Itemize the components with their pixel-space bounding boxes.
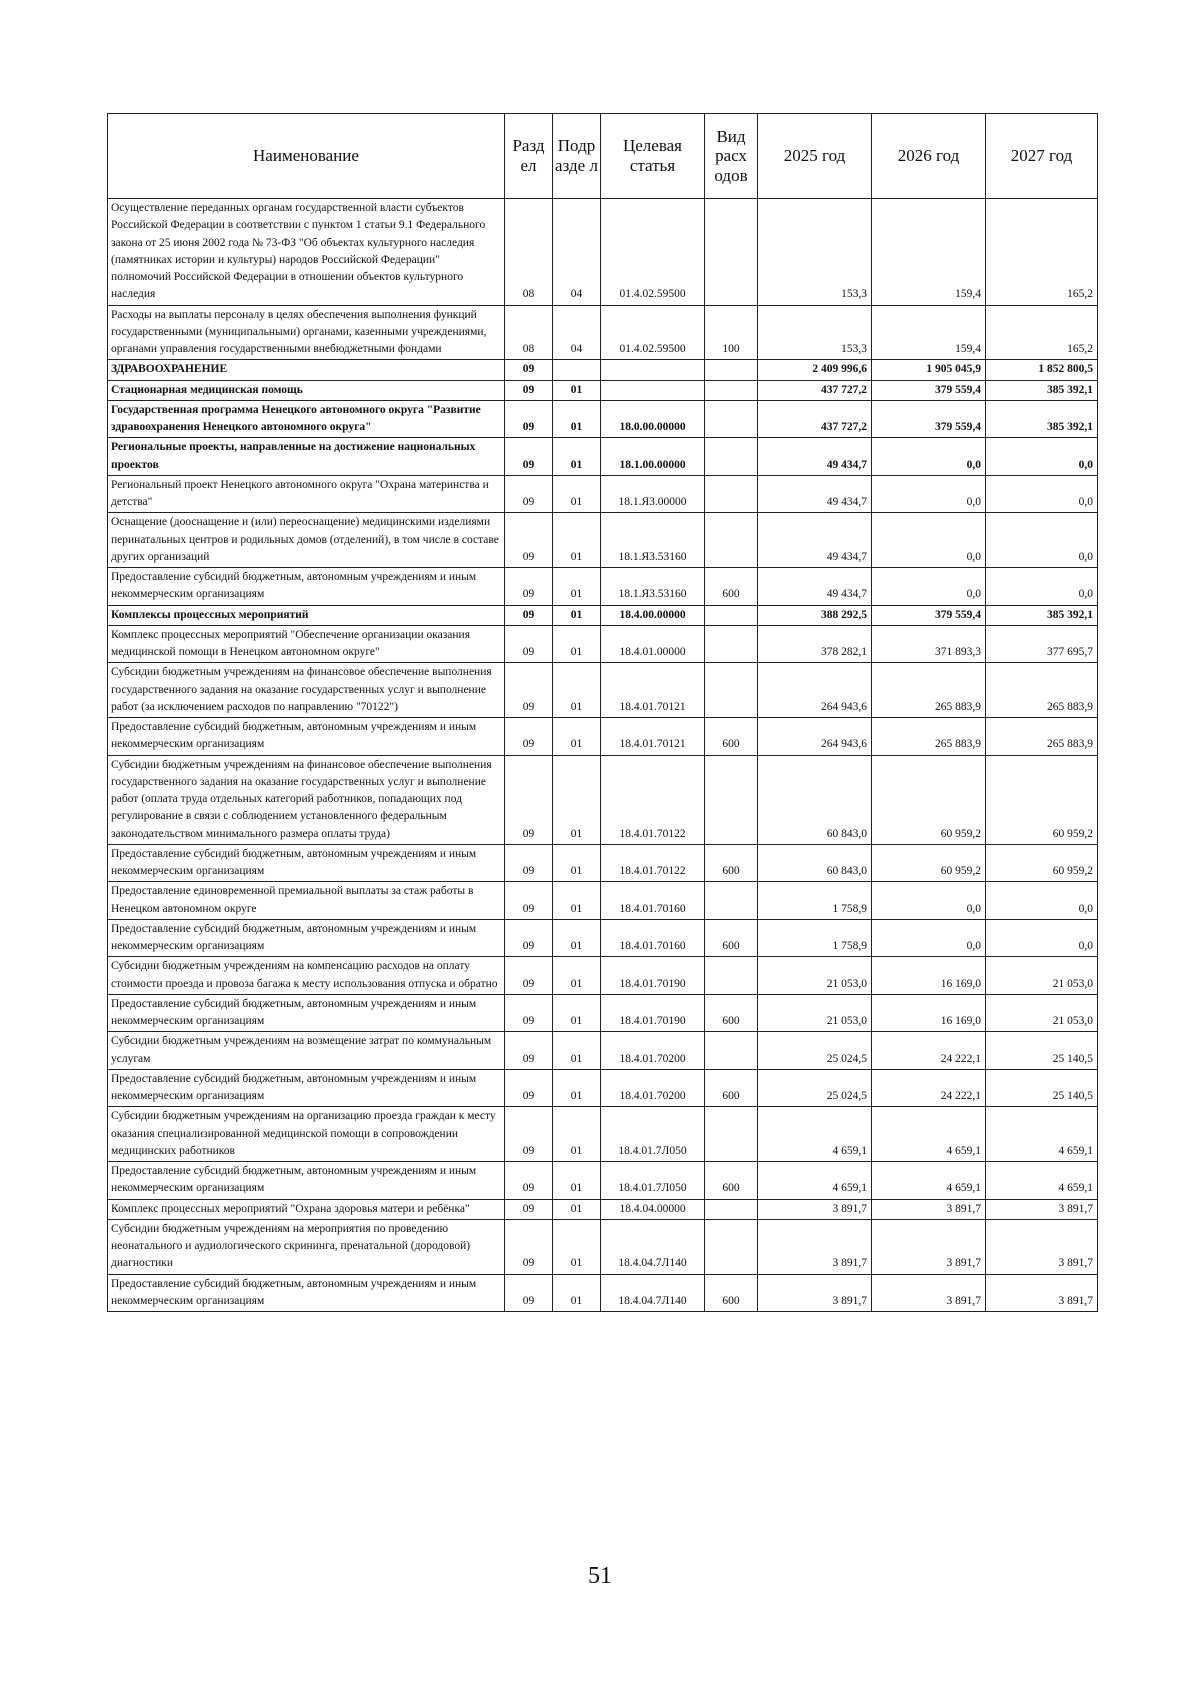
row-statya: 18.4.01.7Л050: [601, 1107, 705, 1162]
header-statya: Целевая статья: [601, 114, 705, 199]
row-2025: 49 434,7: [758, 568, 872, 606]
row-2025: 3 891,7: [758, 1274, 872, 1312]
row-2025: 153,3: [758, 199, 872, 306]
row-podrazdel: 01: [553, 625, 601, 663]
table-row: [108, 199, 1098, 306]
row-statya: 18.4.04.7Л140: [601, 1274, 705, 1312]
row-podrazdel: 01: [553, 1107, 601, 1162]
row-2027: 0,0: [986, 882, 1098, 920]
row-podrazdel: 01: [553, 1069, 601, 1107]
row-2026: 159,4: [872, 305, 986, 360]
row-name: Субсидии бюджетным учреждениям на мероприятия по проведению неонатального и аудиологического скрининга, пренатальной (дородовой) диагностики: [108, 1219, 505, 1274]
row-vid: [705, 400, 758, 438]
row-name: Предоставление единовременной премиальной выплаты за стаж работы в Ненецком автономном округе: [108, 882, 505, 920]
table-row: [108, 1032, 1098, 1070]
row-2026: 265 883,9: [872, 663, 986, 718]
row-statya: 18.1.Я3.53160: [601, 568, 705, 606]
row-vid: 600: [705, 1162, 758, 1200]
table-row: [108, 844, 1098, 882]
row-vid: [705, 1107, 758, 1162]
row-podrazdel: 01: [553, 400, 601, 438]
row-statya: [601, 380, 705, 400]
row-2027: 0,0: [986, 513, 1098, 568]
row-podrazdel: 01: [553, 568, 601, 606]
row-name: Стационарная медицинская помощь: [108, 380, 505, 400]
row-statya: 18.4.01.70121: [601, 718, 705, 756]
row-statya: 18.4.01.70160: [601, 882, 705, 920]
row-podrazdel: 01: [553, 755, 601, 844]
row-name: Предоставление субсидий бюджетным, автономным учреждениям и иным некоммерческим организациям: [108, 718, 505, 756]
row-razdel: 09: [505, 1069, 553, 1107]
row-2025: 1 758,9: [758, 919, 872, 957]
row-vid: [705, 199, 758, 306]
row-2025: 153,3: [758, 305, 872, 360]
row-razdel: 09: [505, 1162, 553, 1200]
row-name: Государственная программа Ненецкого автономного округа "Развитие здравоохранения Ненецкого автономного округа": [108, 400, 505, 438]
row-2026: 60 959,2: [872, 755, 986, 844]
header-name: Наименование: [108, 114, 505, 199]
row-2025: 21 053,0: [758, 994, 872, 1032]
row-vid: [705, 605, 758, 625]
row-statya: 18.4.00.00000: [601, 605, 705, 625]
row-podrazdel: 01: [553, 882, 601, 920]
row-2026: 3 891,7: [872, 1274, 986, 1312]
row-statya: 18.4.01.70190: [601, 994, 705, 1032]
row-statya: 18.4.01.70190: [601, 957, 705, 995]
row-vid: [705, 957, 758, 995]
row-name: Предоставление субсидий бюджетным, автономным учреждениям и иным некоммерческим организациям: [108, 1069, 505, 1107]
row-name: Осуществление переданных органам государственной власти субъектов Российской Федерации в соответствии с пунктом 1 статьи 9.1 Федерального закона от 25 июня 2002 года № 73-ФЗ "Об объектах культурного наследия (памятниках истории и культуры) народов Российской Федерации" полномочий Российской Федерации в отношении объектов культурного наследия: [108, 199, 505, 306]
row-statya: 18.4.01.70200: [601, 1069, 705, 1107]
row-2026: 0,0: [872, 882, 986, 920]
row-2026: 379 559,4: [872, 380, 986, 400]
table-row: [108, 882, 1098, 920]
row-2025: 437 727,2: [758, 380, 872, 400]
row-podrazdel: 01: [553, 475, 601, 513]
row-statya: 18.4.01.70160: [601, 919, 705, 957]
row-razdel: 08: [505, 305, 553, 360]
row-2026: 0,0: [872, 919, 986, 957]
row-name: Оснащение (дооснащение и (или) переоснащение) медицинскими изделиями перинатальных центров и родильных домов (отделений), в том числе в составе других организаций: [108, 513, 505, 568]
row-razdel: 09: [505, 718, 553, 756]
row-name: Комплекс процессных мероприятий "Охрана здоровья матери и ребёнка": [108, 1199, 505, 1219]
row-podrazdel: 01: [553, 663, 601, 718]
table-row: [108, 663, 1098, 718]
row-2027: 0,0: [986, 919, 1098, 957]
row-2027: 385 392,1: [986, 380, 1098, 400]
row-name: Комплексы процессных мероприятий: [108, 605, 505, 625]
row-vid: [705, 513, 758, 568]
row-2026: 0,0: [872, 475, 986, 513]
row-2026: 379 559,4: [872, 605, 986, 625]
row-name: Предоставление субсидий бюджетным, автономным учреждениям и иным некоммерческим организациям: [108, 919, 505, 957]
table-row: [108, 568, 1098, 606]
row-2026: 1 905 045,9: [872, 360, 986, 380]
row-2027: 0,0: [986, 568, 1098, 606]
row-razdel: 09: [505, 605, 553, 625]
row-razdel: 09: [505, 475, 553, 513]
row-2026: 3 891,7: [872, 1219, 986, 1274]
row-vid: 600: [705, 1274, 758, 1312]
row-2025: 3 891,7: [758, 1199, 872, 1219]
row-statya: 18.4.01.70122: [601, 755, 705, 844]
row-razdel: 09: [505, 1219, 553, 1274]
row-razdel: 09: [505, 663, 553, 718]
row-name: Субсидии бюджетным учреждениям на компенсацию расходов на оплату стоимости проезда и провоза багажа к месту использования отпуска и обратно: [108, 957, 505, 995]
header-razdel: Разд ел: [505, 114, 553, 199]
page-number: 51: [588, 1563, 612, 1589]
row-2027: 3 891,7: [986, 1219, 1098, 1274]
row-podrazdel: 01: [553, 438, 601, 476]
table-row: [108, 1199, 1098, 1219]
table-header-row: [108, 114, 1098, 199]
row-razdel: 09: [505, 844, 553, 882]
row-vid: 600: [705, 844, 758, 882]
row-razdel: 08: [505, 199, 553, 306]
row-podrazdel: 01: [553, 380, 601, 400]
row-2027: 265 883,9: [986, 718, 1098, 756]
row-name: Региональный проект Ненецкого автономного округа "Охрана материнства и детства": [108, 475, 505, 513]
row-2025: 3 891,7: [758, 1219, 872, 1274]
table-row: [108, 755, 1098, 844]
row-2027: 60 959,2: [986, 755, 1098, 844]
row-2026: 16 169,0: [872, 957, 986, 995]
header-vid: Вид расх одов: [705, 114, 758, 199]
row-name: Субсидии бюджетным учреждениям на организацию проезда граждан к месту оказания специализированной медицинской помощи в сопровождении медицинских работников: [108, 1107, 505, 1162]
row-razdel: 09: [505, 568, 553, 606]
row-razdel: 09: [505, 882, 553, 920]
row-razdel: 09: [505, 957, 553, 995]
row-2025: 437 727,2: [758, 400, 872, 438]
row-2027: 3 891,7: [986, 1199, 1098, 1219]
row-statya: 18.1.Я3.53160: [601, 513, 705, 568]
row-vid: [705, 438, 758, 476]
row-statya: 18.4.01.00000: [601, 625, 705, 663]
row-2025: 60 843,0: [758, 755, 872, 844]
row-2026: 0,0: [872, 513, 986, 568]
table-row: [108, 305, 1098, 360]
row-statya: 18.4.01.70122: [601, 844, 705, 882]
row-podrazdel: 01: [553, 844, 601, 882]
row-podrazdel: 01: [553, 1219, 601, 1274]
row-2027: 377 695,7: [986, 625, 1098, 663]
row-name: Предоставление субсидий бюджетным, автономным учреждениям и иным некоммерческим организациям: [108, 568, 505, 606]
row-name: Региональные проекты, направленные на достижение национальных проектов: [108, 438, 505, 476]
row-podrazdel: 01: [553, 1199, 601, 1219]
row-podrazdel: 01: [553, 718, 601, 756]
table-row: [108, 1274, 1098, 1312]
row-razdel: 09: [505, 625, 553, 663]
row-2026: 371 893,3: [872, 625, 986, 663]
row-name: Предоставление субсидий бюджетным, автономным учреждениям и иным некоммерческим организациям: [108, 844, 505, 882]
row-podrazdel: 01: [553, 994, 601, 1032]
row-2025: 388 292,5: [758, 605, 872, 625]
row-vid: [705, 475, 758, 513]
row-2027: 4 659,1: [986, 1107, 1098, 1162]
table-row: [108, 957, 1098, 995]
row-2026: 24 222,1: [872, 1069, 986, 1107]
row-razdel: 09: [505, 1032, 553, 1070]
table-row: [108, 625, 1098, 663]
row-2025: 4 659,1: [758, 1162, 872, 1200]
row-2025: 49 434,7: [758, 513, 872, 568]
row-2025: 60 843,0: [758, 844, 872, 882]
row-statya: 01.4.02.59500: [601, 305, 705, 360]
row-vid: [705, 625, 758, 663]
header-2025: 2025 год: [758, 114, 872, 199]
header-podrazdel: Подр азде л: [553, 114, 601, 199]
table-row: [108, 994, 1098, 1032]
row-vid: [705, 360, 758, 380]
row-name: Субсидии бюджетным учреждениям на финансовое обеспечение выполнения государственного задания на оказание государственных услуг и выполнение работ (за исключением расходов по направлению "70122"): [108, 663, 505, 718]
row-statya: 18.4.04.00000: [601, 1199, 705, 1219]
row-2027: 21 053,0: [986, 957, 1098, 995]
row-razdel: 09: [505, 1274, 553, 1312]
row-podrazdel: 01: [553, 1032, 601, 1070]
row-2027: 165,2: [986, 305, 1098, 360]
row-statya: 18.4.01.7Л050: [601, 1162, 705, 1200]
row-2027: 165,2: [986, 199, 1098, 306]
row-name: Комплекс процессных мероприятий "Обеспечение организации оказания медицинской помощи в Ненецком автономном округе": [108, 625, 505, 663]
row-2026: 16 169,0: [872, 994, 986, 1032]
row-2025: 25 024,5: [758, 1069, 872, 1107]
row-name: Субсидии бюджетным учреждениям на финансовое обеспечение выполнения государственного задания на оказание государственных услуг и выполнение работ (оплата труда отдельных категорий работников, попадающих под регулирование в связи с соблюдением установленного федеральным законодательством минимального размера оплаты труда): [108, 755, 505, 844]
table-row: [108, 1107, 1098, 1162]
table-body: [108, 199, 1098, 1312]
row-2025: 25 024,5: [758, 1032, 872, 1070]
row-2026: 4 659,1: [872, 1107, 986, 1162]
row-name: Субсидии бюджетным учреждениям на возмещение затрат по коммунальным услугам: [108, 1032, 505, 1070]
row-vid: 600: [705, 568, 758, 606]
row-vid: 600: [705, 718, 758, 756]
row-vid: [705, 755, 758, 844]
row-vid: [705, 1032, 758, 1070]
row-podrazdel: 01: [553, 919, 601, 957]
table-row: [108, 513, 1098, 568]
row-2027: 60 959,2: [986, 844, 1098, 882]
row-vid: [705, 663, 758, 718]
row-name: Предоставление субсидий бюджетным, автономным учреждениям и иным некоммерческим организациям: [108, 1274, 505, 1312]
row-razdel: 09: [505, 438, 553, 476]
row-statya: 18.1.00.00000: [601, 438, 705, 476]
row-2025: 1 758,9: [758, 882, 872, 920]
budget-table: [107, 113, 1098, 1312]
row-name: ЗДРАВООХРАНЕНИЕ: [108, 360, 505, 380]
row-2027: 4 659,1: [986, 1162, 1098, 1200]
row-vid: 600: [705, 1069, 758, 1107]
row-podrazdel: 01: [553, 1162, 601, 1200]
row-2025: 49 434,7: [758, 475, 872, 513]
row-2027: 385 392,1: [986, 605, 1098, 625]
row-podrazdel: [553, 360, 601, 380]
table-row: [108, 475, 1098, 513]
row-statya: 18.0.00.00000: [601, 400, 705, 438]
row-vid: [705, 380, 758, 400]
table-row: [108, 1162, 1098, 1200]
row-2027: 385 392,1: [986, 400, 1098, 438]
row-podrazdel: 01: [553, 605, 601, 625]
table-row: [108, 1219, 1098, 1274]
row-razdel: 09: [505, 755, 553, 844]
row-podrazdel: 01: [553, 957, 601, 995]
row-2026: 0,0: [872, 438, 986, 476]
row-2027: 1 852 800,5: [986, 360, 1098, 380]
row-2025: 2 409 996,6: [758, 360, 872, 380]
table-row: [108, 438, 1098, 476]
row-podrazdel: 04: [553, 305, 601, 360]
row-2025: 4 659,1: [758, 1107, 872, 1162]
row-statya: 18.4.04.7Л140: [601, 1219, 705, 1274]
row-podrazdel: 04: [553, 199, 601, 306]
row-2026: 4 659,1: [872, 1162, 986, 1200]
row-2027: 265 883,9: [986, 663, 1098, 718]
table-row: [108, 1069, 1098, 1107]
row-name: Расходы на выплаты персоналу в целях обеспечения выполнения функций государственными (муниципальными) органами, казенными учреждениями, органами управления государственными внебюджетными фондами: [108, 305, 505, 360]
row-2026: 159,4: [872, 199, 986, 306]
header-2027: 2027 год: [986, 114, 1098, 199]
table-row: [108, 380, 1098, 400]
row-2025: 264 943,6: [758, 718, 872, 756]
header-2026: 2026 год: [872, 114, 986, 199]
row-2026: 0,0: [872, 568, 986, 606]
row-2025: 49 434,7: [758, 438, 872, 476]
row-2026: 265 883,9: [872, 718, 986, 756]
row-2025: 264 943,6: [758, 663, 872, 718]
row-vid: 100: [705, 305, 758, 360]
row-razdel: 09: [505, 1199, 553, 1219]
row-2027: 25 140,5: [986, 1069, 1098, 1107]
row-vid: 600: [705, 919, 758, 957]
row-statya: 18.1.Я3.00000: [601, 475, 705, 513]
table-row: [108, 360, 1098, 380]
row-2027: 0,0: [986, 475, 1098, 513]
table-row: [108, 919, 1098, 957]
row-2026: 3 891,7: [872, 1199, 986, 1219]
table-row: [108, 400, 1098, 438]
table-row: [108, 718, 1098, 756]
row-2027: 0,0: [986, 438, 1098, 476]
row-vid: 600: [705, 994, 758, 1032]
row-2026: 379 559,4: [872, 400, 986, 438]
row-vid: [705, 882, 758, 920]
row-statya: 18.4.01.70200: [601, 1032, 705, 1070]
row-vid: [705, 1199, 758, 1219]
row-2027: 25 140,5: [986, 1032, 1098, 1070]
row-2027: 3 891,7: [986, 1274, 1098, 1312]
row-razdel: 09: [505, 513, 553, 568]
row-2025: 21 053,0: [758, 957, 872, 995]
row-statya: 01.4.02.59500: [601, 199, 705, 306]
row-2026: 60 959,2: [872, 844, 986, 882]
row-razdel: 09: [505, 400, 553, 438]
table-row: [108, 605, 1098, 625]
row-razdel: 09: [505, 360, 553, 380]
row-podrazdel: 01: [553, 513, 601, 568]
row-vid: [705, 1219, 758, 1274]
row-statya: 18.4.01.70121: [601, 663, 705, 718]
row-razdel: 09: [505, 380, 553, 400]
row-2027: 21 053,0: [986, 994, 1098, 1032]
row-statya: [601, 360, 705, 380]
row-2025: 378 282,1: [758, 625, 872, 663]
row-podrazdel: 01: [553, 1274, 601, 1312]
row-name: Предоставление субсидий бюджетным, автономным учреждениям и иным некоммерческим организациям: [108, 994, 505, 1032]
row-name: Предоставление субсидий бюджетным, автономным учреждениям и иным некоммерческим организациям: [108, 1162, 505, 1200]
row-razdel: 09: [505, 919, 553, 957]
row-razdel: 09: [505, 994, 553, 1032]
row-2026: 24 222,1: [872, 1032, 986, 1070]
row-razdel: 09: [505, 1107, 553, 1162]
